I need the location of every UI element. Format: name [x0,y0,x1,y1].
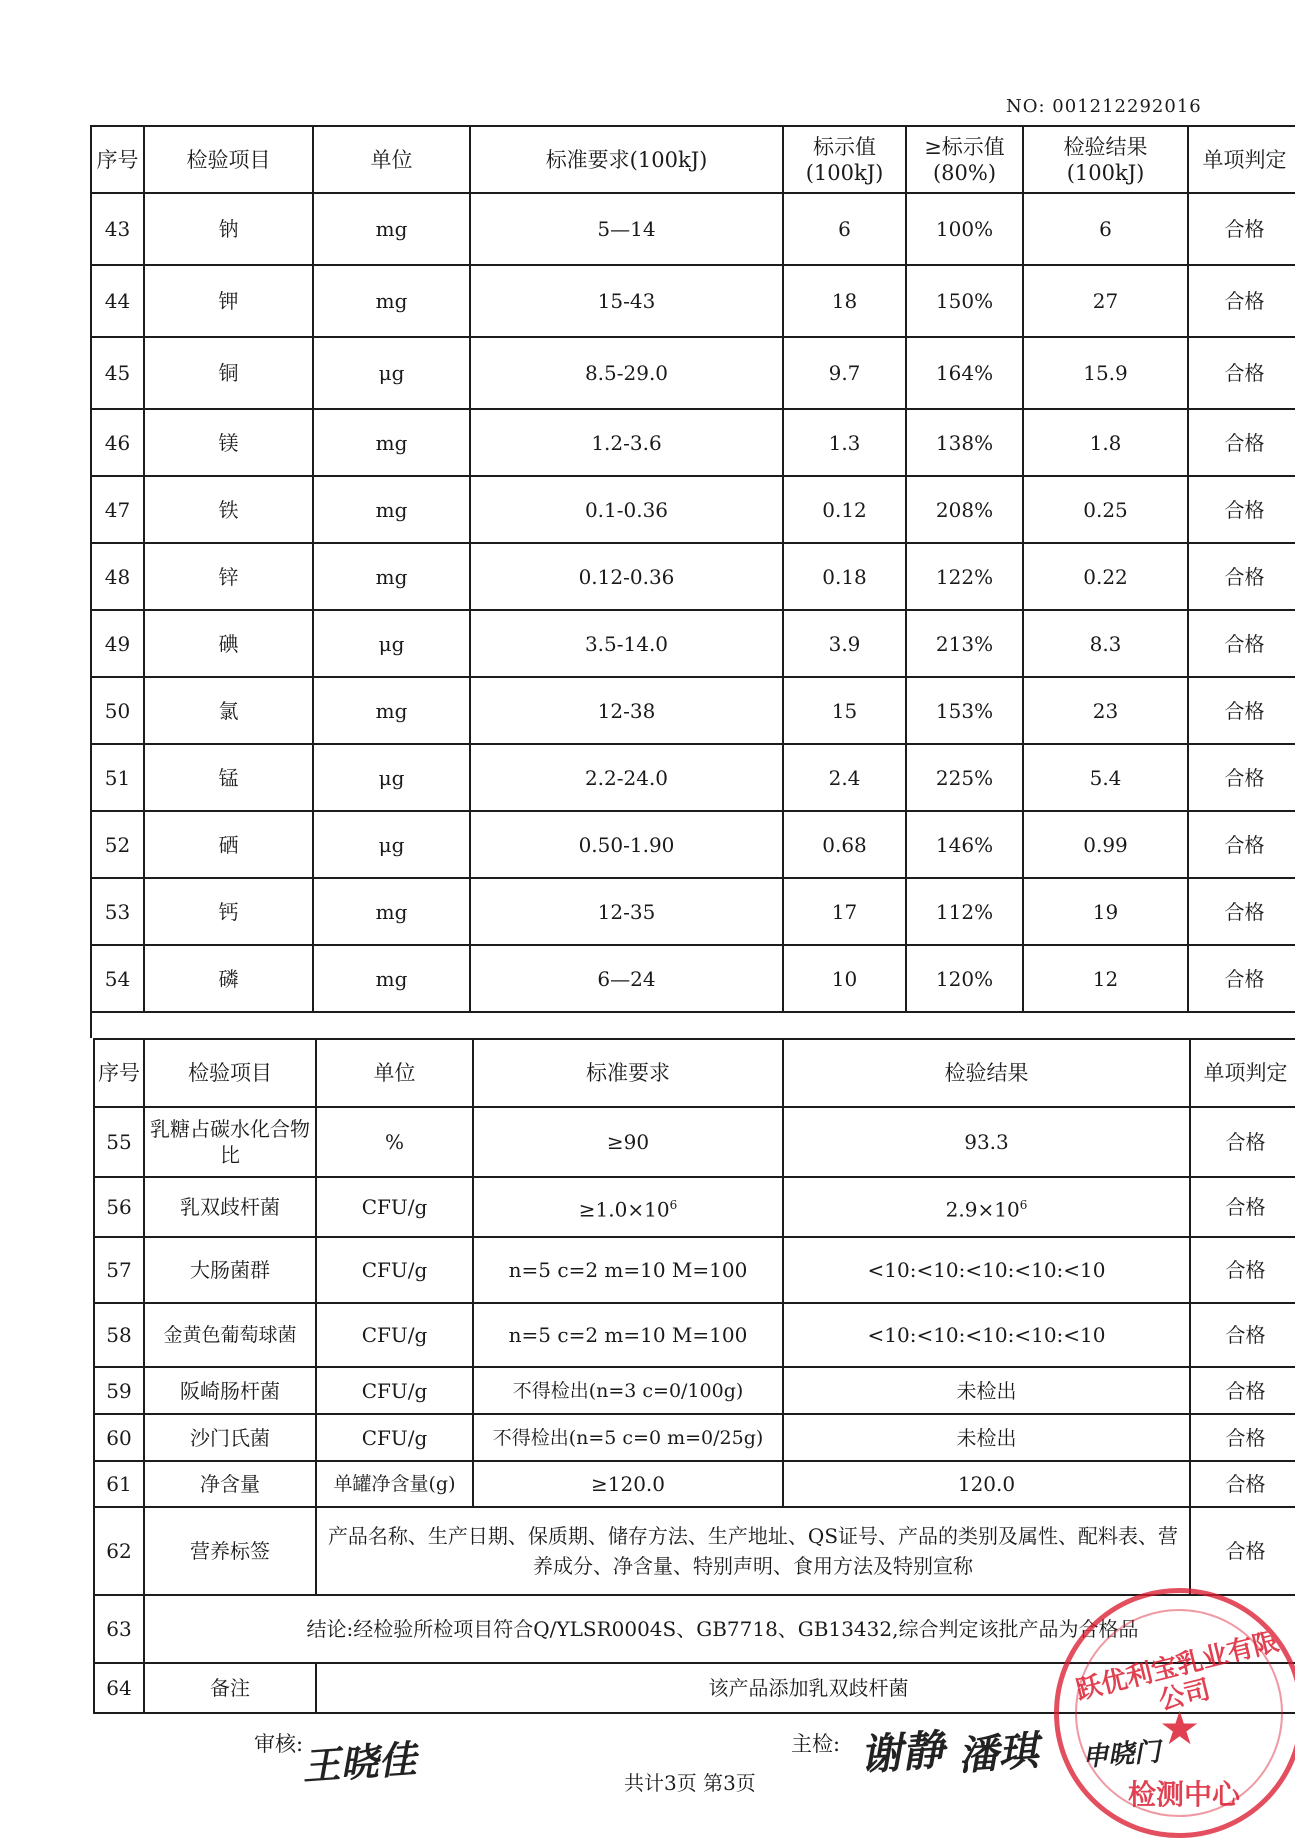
row-item: 钾 [144,265,313,337]
table-row [94,1367,1295,1414]
row-seq: 54 [91,945,144,1012]
row-unit: μg [313,744,470,811]
row-judgement: 合格 [1188,409,1295,476]
table-row [91,476,1295,543]
seal-department: 检测中心 [1127,1778,1240,1811]
row-seq: 62 [94,1507,144,1595]
row-standard: 3.5-14.0 [470,610,783,677]
row-standard: 不得检出(n=3 c=0/100g) [473,1367,783,1414]
row-standard [473,1177,783,1237]
remark-text: 该产品添加乳双歧杆菌 [316,1663,1295,1713]
row-label-value: 3.9 [783,610,906,677]
header-result-line1: 检验结果 [1063,134,1148,159]
row-judgement: 合格 [1188,811,1295,878]
row-seq: 43 [91,193,144,265]
row-pct: 122% [906,543,1023,610]
row-judgement: 合格 [1188,337,1295,409]
header-result-line2: (100kJ) [1066,160,1145,185]
table-row [91,265,1295,337]
row-result: 0.25 [1023,476,1188,543]
row-result: 0.22 [1023,543,1188,610]
header-unit: 单位 [313,126,470,193]
row-pct: 225% [906,744,1023,811]
row-item: 备注 [144,1663,316,1713]
row-result: 5.4 [1023,744,1188,811]
row-standard: ≥120.0 [473,1461,783,1507]
row-judgement: 合格 [1188,744,1295,811]
row-unit: mg [313,878,470,945]
row-seq: 52 [91,811,144,878]
table-row [91,945,1295,1012]
row-seq: 45 [91,337,144,409]
row-judgement: 合格 [1188,878,1295,945]
table-row [91,337,1295,409]
row-pct: 146% [906,811,1023,878]
company-seal [1054,1588,1295,1838]
row-seq: 55 [94,1107,144,1177]
row-judgement: 合格 [1190,1237,1295,1303]
row-judgement: 合格 [1188,945,1295,1012]
table-row [94,1177,1295,1237]
row-seq: 60 [94,1414,144,1461]
table-row [91,878,1295,945]
row-seq: 57 [94,1237,144,1303]
row-seq: 58 [94,1303,144,1367]
header-unit: 单位 [316,1039,473,1107]
header-pct-label-line1: ≥标示值 [924,134,1005,159]
row-standard: n=5 c=2 m=10 M=100 [473,1303,783,1367]
standard-exponent: 6 [669,1197,678,1212]
header-label-value [783,126,906,193]
row-item: 硒 [144,811,313,878]
nutrition-label-content: 产品名称、生产日期、保质期、储存方法、生产地址、QS证号、产品的类别及属性、配料表、营养成分、净含量、特别声明、食用方法及特别宣称 [316,1507,1190,1595]
row-result: 8.3 [1023,610,1188,677]
row-judgement: 合格 [1188,543,1295,610]
seal-company-name: 跃优利宝乳业有限公司 [1072,1626,1282,1717]
table-row [94,1303,1295,1367]
page-info: 共计3页 第3页 [624,1771,756,1795]
row-result: 未检出 [783,1367,1190,1414]
row-seq: 47 [91,476,144,543]
header-pct-label-line2: (80%) [932,160,997,185]
row-pct: 164% [906,337,1023,409]
reviewer-label: 审核: [254,1732,304,1756]
row-unit: 单罐净含量(g) [316,1461,473,1507]
row-standard: 0.12-0.36 [470,543,783,610]
header-pct-label [906,126,1023,193]
row-item: 锰 [144,744,313,811]
row-unit: mg [313,409,470,476]
row-item: 金黄色葡萄球菌 [144,1303,316,1367]
row-seq: 44 [91,265,144,337]
row-item: 营养标签 [144,1507,316,1595]
row-judgement: 合格 [1188,193,1295,265]
table-row [94,1237,1295,1303]
row-pct: 213% [906,610,1023,677]
row-seq: 49 [91,610,144,677]
row-unit: CFU/g [316,1367,473,1414]
row-label-value: 0.68 [783,811,906,878]
row-unit: mg [313,543,470,610]
row-seq: 59 [94,1367,144,1414]
header-result [1023,126,1188,193]
row-item: 镁 [144,409,313,476]
result-base: 2.9×10 [945,1197,1020,1222]
row-judgement: 合格 [1188,610,1295,677]
row-seq: 63 [94,1595,144,1663]
inspector-signature-2: 潘琪 [956,1728,1040,1780]
standard-base: ≥1.0×10 [578,1197,670,1222]
header-seq: 序号 [91,126,144,193]
row-standard: 不得检出(n=5 c=0 m=0/25g) [473,1414,783,1461]
row-unit: mg [313,677,470,744]
table-row [91,193,1295,265]
report-number: NO: 001212292016 [1006,96,1202,117]
row-unit: CFU/g [316,1414,473,1461]
row-item: 钙 [144,878,313,945]
result-exponent: 6 [1019,1197,1028,1212]
row-standard: ≥90 [473,1107,783,1177]
table-row [91,610,1295,677]
row-result: <10:<10:<10:<10:<10 [783,1303,1190,1367]
row-pct: 120% [906,945,1023,1012]
row-item: 氯 [144,677,313,744]
row-item: 沙门氏菌 [144,1414,316,1461]
row-item: 钠 [144,193,313,265]
row-unit: % [316,1107,473,1177]
row-pct: 112% [906,878,1023,945]
row-result [783,1177,1190,1237]
table-separator [90,1008,1295,1038]
row-result: 未检出 [783,1414,1190,1461]
row-pct: 138% [906,409,1023,476]
inspector-signature-1: 谢静 [858,1725,946,1780]
header-item: 检验项目 [144,126,313,193]
table-row [94,1507,1295,1595]
row-unit: mg [313,265,470,337]
table-row [94,1414,1295,1461]
table-header-row [91,126,1295,193]
header-item: 检验项目 [144,1039,316,1107]
row-item: 大肠菌群 [144,1237,316,1303]
row-result: 19 [1023,878,1188,945]
row-label-value: 0.12 [783,476,906,543]
row-judgement: 合格 [1188,265,1295,337]
row-pct: 150% [906,265,1023,337]
header-judgement: 单项判定 [1188,126,1295,193]
row-unit: CFU/g [316,1237,473,1303]
star-icon: ★ [1159,1701,1201,1755]
row-unit: μg [313,811,470,878]
reviewer-signature: 王晓佳 [300,1737,418,1789]
row-seq: 56 [94,1177,144,1237]
header-standard: 标准要求 [473,1039,783,1107]
header-result: 检验结果 [783,1039,1190,1107]
row-standard: 0.1-0.36 [470,476,783,543]
row-judgement: 合格 [1190,1507,1295,1595]
row-label-value: 1.3 [783,409,906,476]
row-seq: 64 [94,1663,144,1713]
row-standard: 15-43 [470,265,783,337]
row-label-value: 10 [783,945,906,1012]
row-judgement: 合格 [1190,1414,1295,1461]
row-judgement: 合格 [1190,1303,1295,1367]
row-judgement: 合格 [1190,1107,1295,1177]
row-seq: 53 [91,878,144,945]
row-standard: 0.50-1.90 [470,811,783,878]
row-label-value: 18 [783,265,906,337]
row-pct: 153% [906,677,1023,744]
table-row [94,1461,1295,1507]
row-standard: 1.2-3.6 [470,409,783,476]
row-seq: 50 [91,677,144,744]
header-label-value-line2: (100kJ) [805,160,884,185]
row-result: 0.99 [1023,811,1188,878]
row-unit: CFU/g [316,1303,473,1367]
table-row [91,543,1295,610]
conclusion-text: 结论:经检验所检项目符合Q/YLSR0004S、GB7718、GB13432,综合判定该批产品为合格品 [144,1595,1295,1663]
inspector-signature-3: 申晓门 [1081,1737,1162,1773]
row-unit: mg [313,193,470,265]
row-unit: CFU/g [316,1177,473,1237]
row-item: 锌 [144,543,313,610]
table-row [91,677,1295,744]
row-result: 12 [1023,945,1188,1012]
header-standard: 标准要求(100kJ) [470,126,783,193]
row-unit: mg [313,945,470,1012]
row-label-value: 17 [783,878,906,945]
row-seq: 48 [91,543,144,610]
row-result: 6 [1023,193,1188,265]
header-label-value-line1: 标示值 [813,134,876,159]
row-standard: 12-35 [470,878,783,945]
row-result: 27 [1023,265,1188,337]
row-item: 磷 [144,945,313,1012]
row-judgement: 合格 [1190,1177,1295,1237]
row-unit: μg [313,337,470,409]
table-row [91,409,1295,476]
row-label-value: 15 [783,677,906,744]
row-standard: 5—14 [470,193,783,265]
row-standard: 8.5-29.0 [470,337,783,409]
row-item: 净含量 [144,1461,316,1507]
row-judgement: 合格 [1190,1461,1295,1507]
row-label-value: 6 [783,193,906,265]
table-row [91,744,1295,811]
row-item: 铜 [144,337,313,409]
row-judgement: 合格 [1188,677,1295,744]
row-label-value: 9.7 [783,337,906,409]
mineral-test-table [90,125,1295,1013]
row-item: 阪崎肠杆菌 [144,1367,316,1414]
row-result: 15.9 [1023,337,1188,409]
table-row [94,1107,1295,1177]
row-label-value: 2.4 [783,744,906,811]
row-seq: 46 [91,409,144,476]
row-standard: 12-38 [470,677,783,744]
row-seq: 61 [94,1461,144,1507]
row-item: 乳双歧杆菌 [144,1177,316,1237]
row-result: <10:<10:<10:<10:<10 [783,1237,1190,1303]
row-unit: mg [313,476,470,543]
row-pct: 100% [906,193,1023,265]
row-judgement: 合格 [1190,1367,1295,1414]
row-item: 乳糖占碳水化合物比 [144,1107,316,1177]
row-judgement: 合格 [1188,476,1295,543]
header-judgement: 单项判定 [1190,1039,1295,1107]
row-result: 23 [1023,677,1188,744]
table-header-row [94,1039,1295,1107]
row-standard: 2.2-24.0 [470,744,783,811]
row-standard: n=5 c=2 m=10 M=100 [473,1237,783,1303]
row-label-value: 0.18 [783,543,906,610]
row-item: 铁 [144,476,313,543]
header-seq: 序号 [94,1039,144,1107]
mineral-test-rows [91,193,1295,1012]
row-standard: 6—24 [470,945,783,1012]
row-pct: 208% [906,476,1023,543]
row-result: 120.0 [783,1461,1190,1507]
row-item: 碘 [144,610,313,677]
row-seq: 51 [91,744,144,811]
row-unit: μg [313,610,470,677]
inspector-label: 主检: [791,1732,841,1756]
table-row [91,811,1295,878]
row-result: 93.3 [783,1107,1190,1177]
row-result: 1.8 [1023,409,1188,476]
